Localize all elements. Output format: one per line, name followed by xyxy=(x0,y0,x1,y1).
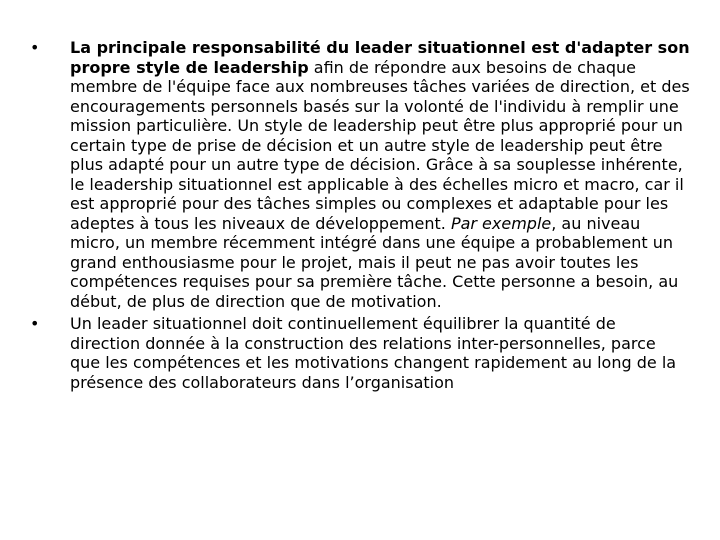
bullet-icon: • xyxy=(30,314,40,333)
bold-lead-text: La principale responsabilité du leader situationnel est d'adapter son propre style de leadership xyxy=(70,38,690,77)
bullet-item-2 xyxy=(30,314,690,392)
bullet-item-1 xyxy=(30,38,690,311)
bullet-icon: • xyxy=(30,38,40,57)
body-text-continued: , au niveau micro, un membre récemment intégré dans une équipe a probablement un grand enthousiasme pour le projet, mais il peut ne pas avoir toutes les compétences requises pour sa première tâche. Cette personne a besoin, au début, de plus de direction que de motivation. xyxy=(70,213,679,311)
body-text: afin de répondre aux besoins de chaque membre de l'équipe face aux nombreuses tâches variées de direction, et des encouragements personnels basés sur la volonté de l'individu à remplir une mission particulière. Un style de leadership peut être plus approprié pour un certain type de prise de décision et un autre style de leadership peut être plus adapté pour un autre type de décision. Grâce à sa souplesse inhérente, le leadership situationnel est applicable à des échelles micro et macro, car il est approprié pour des tâches simples ou complexes et adaptable pour les adeptes à tous les niveaux de développement. xyxy=(70,57,690,233)
italic-phrase: Par exemple xyxy=(450,213,552,233)
bullet-list xyxy=(30,38,690,395)
body-text: Un leader situationnel doit continuellement équilibrer la quantité de direction donnée à la construction des relations inter-personnelles, parce que les compétences et les motivations changent rapidement au long de la présence des collaborateurs dans l’organisation xyxy=(70,314,677,392)
